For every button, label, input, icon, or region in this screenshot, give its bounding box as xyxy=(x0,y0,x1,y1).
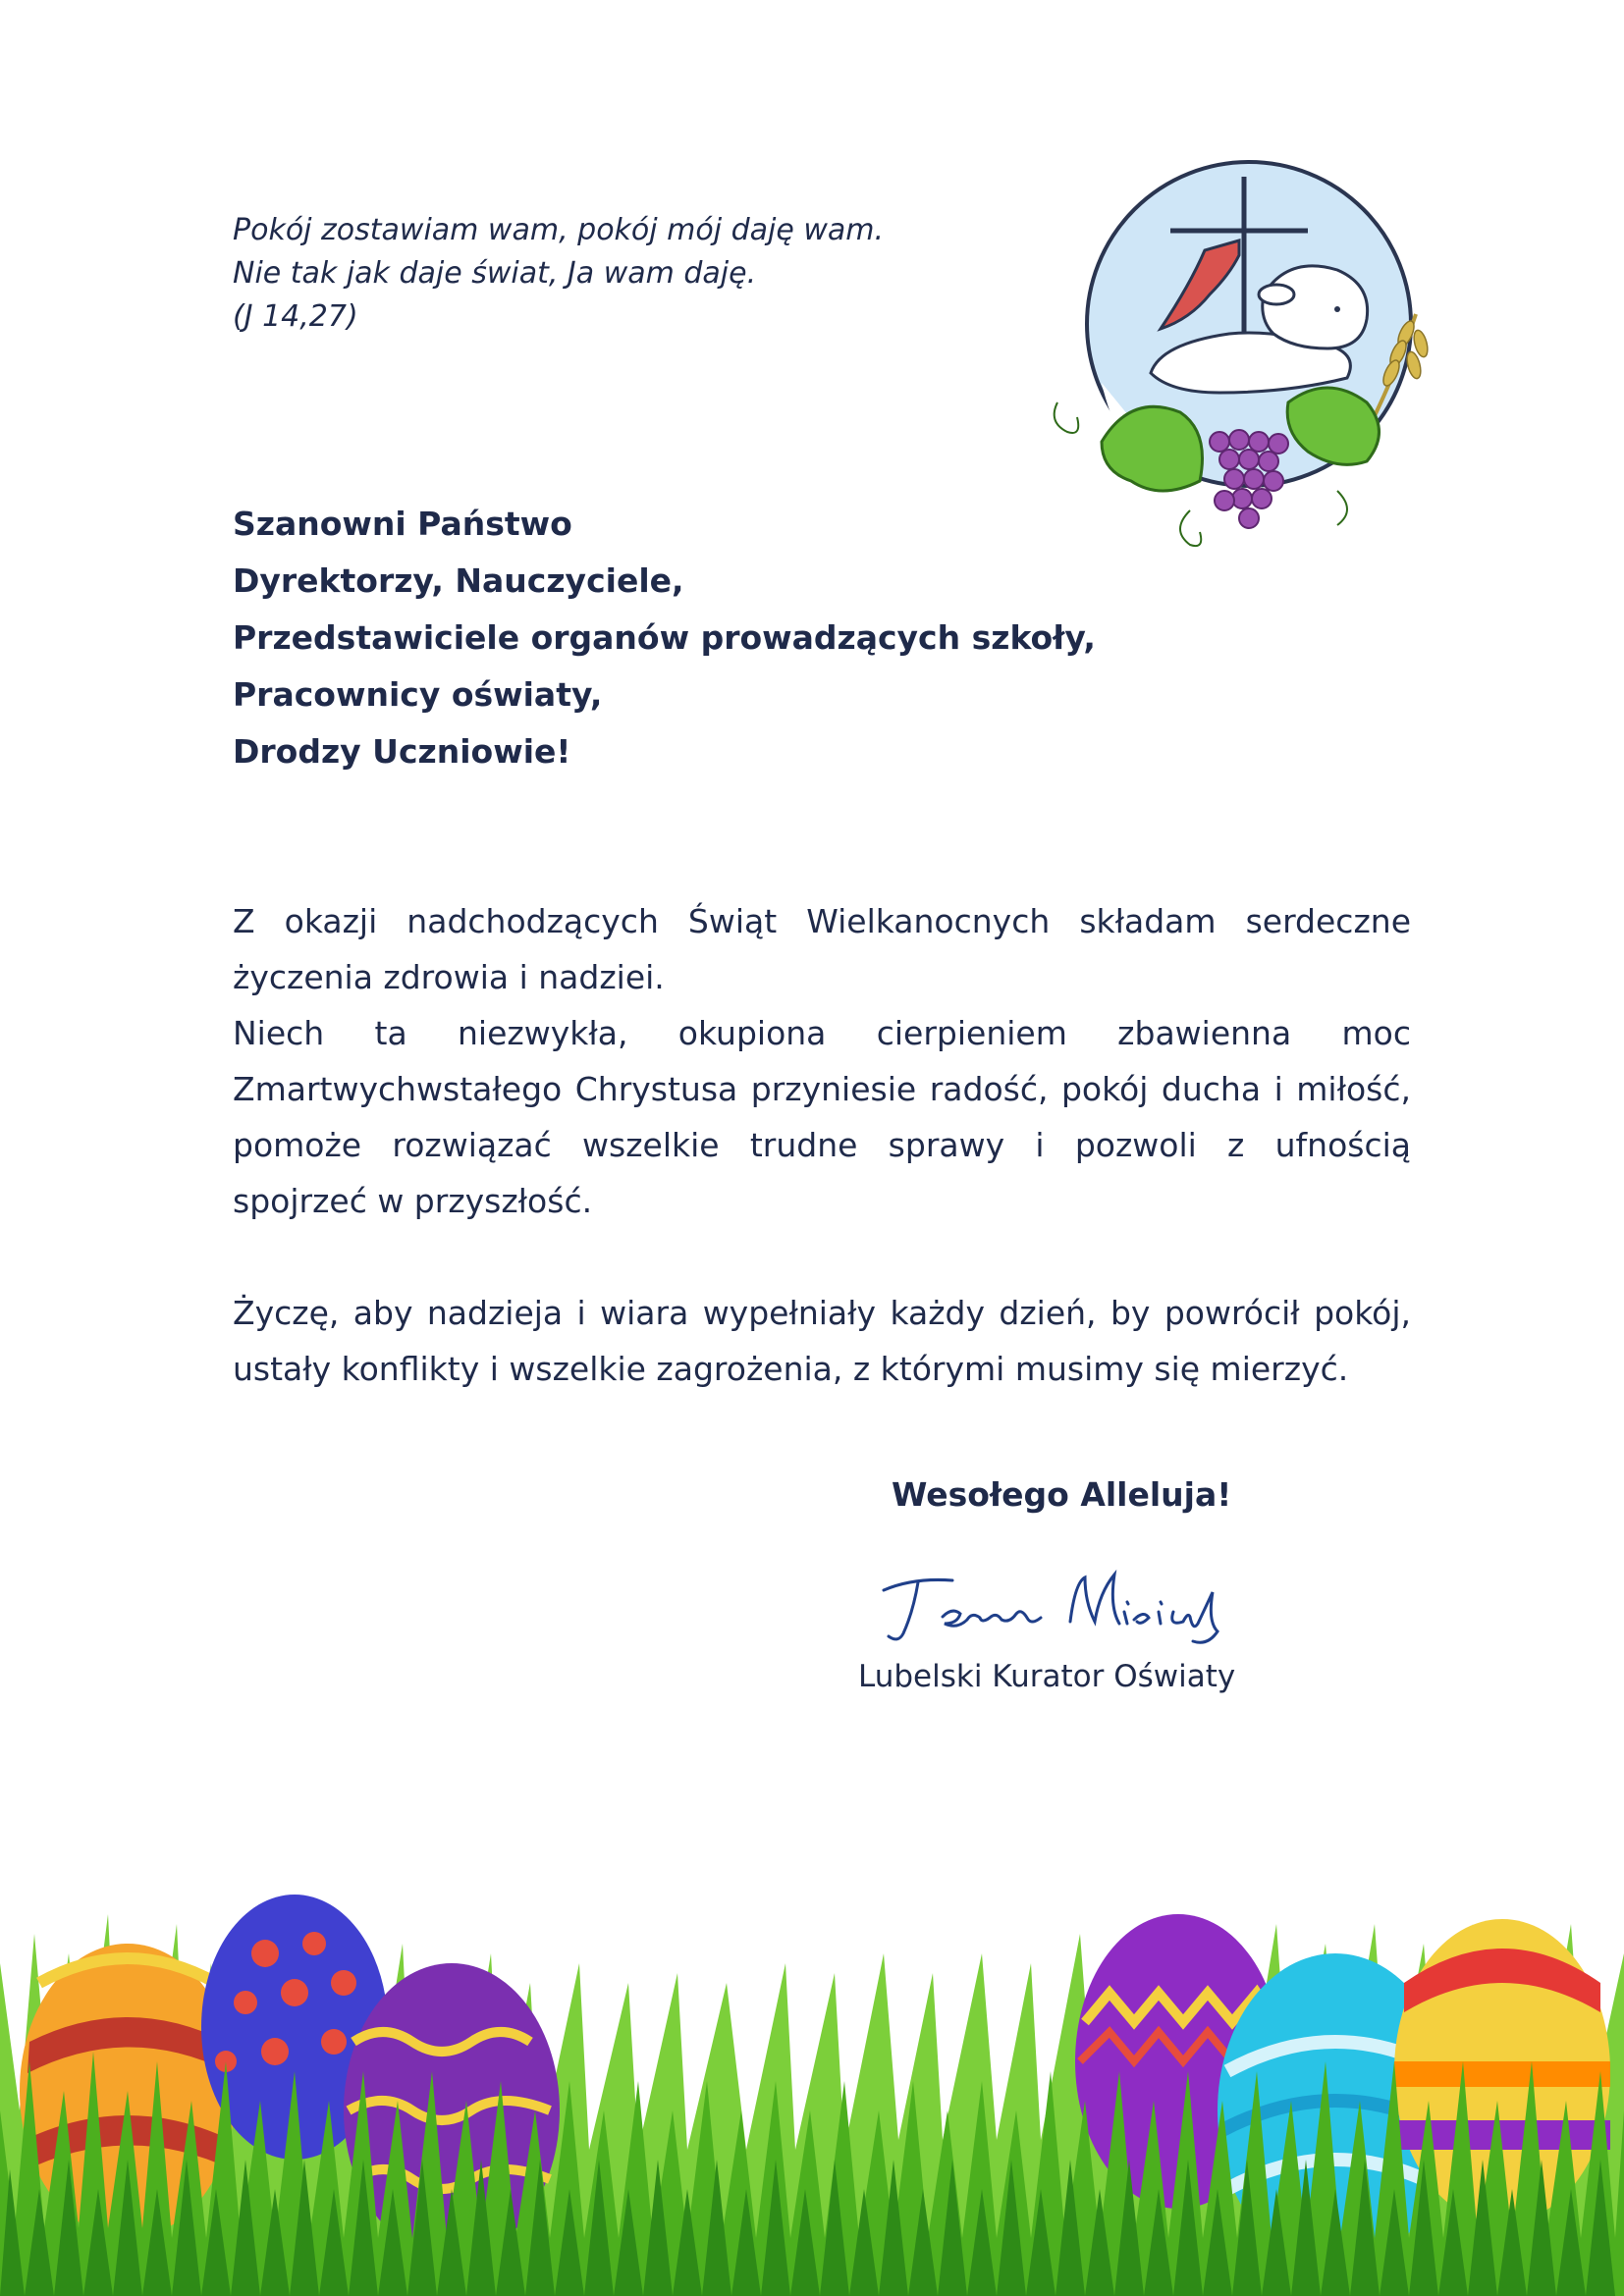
letter-body xyxy=(233,893,1411,1397)
easter-lamb-emblem-icon xyxy=(1043,147,1435,579)
salutation-line-3: Przedstawiciele organów prowadzących szkoły, xyxy=(233,618,1096,657)
body-line: Z okazji nadchodzących Świąt Wielkanocnych składam serdeczne xyxy=(233,902,1411,940)
body-line: spojrzeć w przyszłość. xyxy=(233,1182,593,1220)
body-line: Zmartwychwstałego Chrystusa przyniesie radość, pokój ducha i miłość, xyxy=(233,1070,1411,1108)
closing-greeting: Wesołego Alleluja! xyxy=(892,1475,1232,1514)
scripture-quote xyxy=(233,209,884,339)
salutation-line-4: Pracownicy oświaty, xyxy=(233,675,603,714)
paragraph-1 xyxy=(233,893,1411,1397)
paragraph-gap xyxy=(233,1229,1411,1285)
body-line: pomoże rozwiązać wszelkie trudne sprawy i pozwoli z ufnością xyxy=(233,1126,1411,1164)
quote-line-2: Nie tak jak daje świat, Ja wam daję. xyxy=(233,256,757,291)
signer-title: Lubelski Kurator Oświaty xyxy=(858,1659,1236,1694)
body-line: życzenia zdrowia i nadziei. xyxy=(233,958,665,996)
easter-eggs-grass-illustration xyxy=(0,1816,1624,2296)
handwritten-signature xyxy=(874,1563,1227,1651)
body-line: Niech ta niezwykła, okupiona cierpieniem zbawienna moc xyxy=(233,1014,1411,1052)
quote-line-1: Pokój zostawiam wam, pokój mój daję wam. xyxy=(233,213,885,247)
body-line: ustały konflikty i wszelkie zagrożenia, z którymi musimy się mierzyć. xyxy=(233,1350,1349,1388)
salutation-line-2: Dyrektorzy, Nauczyciele, xyxy=(233,561,684,600)
body-line: Życzę, aby nadzieja i wiara wypełniały każdy dzień, by powrócił pokój, xyxy=(233,1294,1411,1332)
salutation-line-1: Szanowni Państwo xyxy=(233,505,572,543)
salutation xyxy=(233,496,1096,780)
quote-citation: (J 14,27) xyxy=(233,299,358,334)
salutation-line-5: Drodzy Uczniowie! xyxy=(233,732,571,771)
